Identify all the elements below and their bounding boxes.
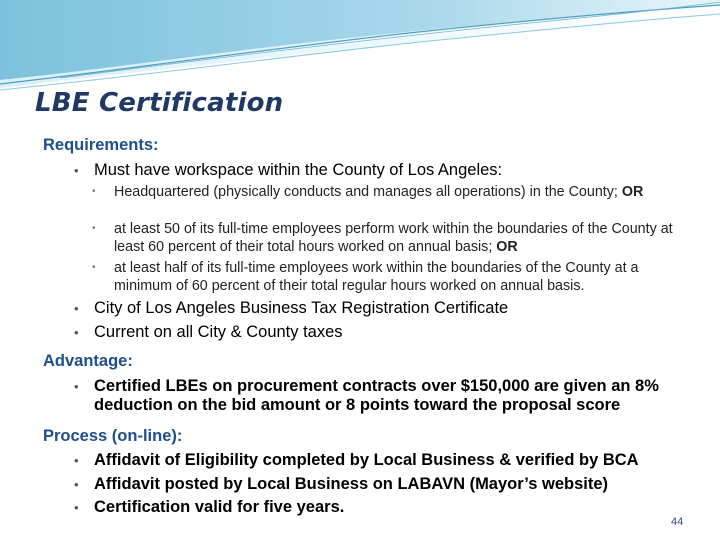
page-number: 44 — [671, 516, 684, 528]
bullet-dot-icon: • — [74, 301, 79, 316]
bullet-dot-icon: • — [74, 379, 79, 394]
bullet-dot-icon: • — [74, 325, 79, 340]
header-wave-decoration — [0, 0, 720, 95]
requirement-sub-bullet: • Headquartered (physically conducts and manages all operations) in the County; OR — [92, 184, 644, 200]
bullet-dot-icon: • — [74, 163, 79, 178]
requirements-heading: Requirements: — [43, 136, 159, 154]
bullet-dot-icon: • — [92, 262, 96, 273]
bullet-dot-icon: • — [92, 186, 96, 197]
requirement-sub-bullet: • at least half of its full-time employees work within the boundaries of the County at a minimum of 60 percent of their total regular hours worked on annual basis. — [92, 260, 639, 294]
bullet-dot-icon: • — [74, 500, 79, 515]
slide-title: LBE Certification — [35, 88, 284, 118]
bullet-dot-icon: • — [92, 223, 96, 234]
bullet-dot-icon: • — [74, 453, 79, 468]
advantage-heading: Advantage: — [43, 352, 133, 370]
requirement-sub-bullet: • at least 50 of its full-time employees perform work within the boundaries of the County at least 60 percent of their total hours worked on annual basis; OR — [92, 221, 673, 255]
process-heading: Process (on-line): — [43, 427, 183, 445]
bullet-dot-icon: • — [74, 477, 79, 492]
